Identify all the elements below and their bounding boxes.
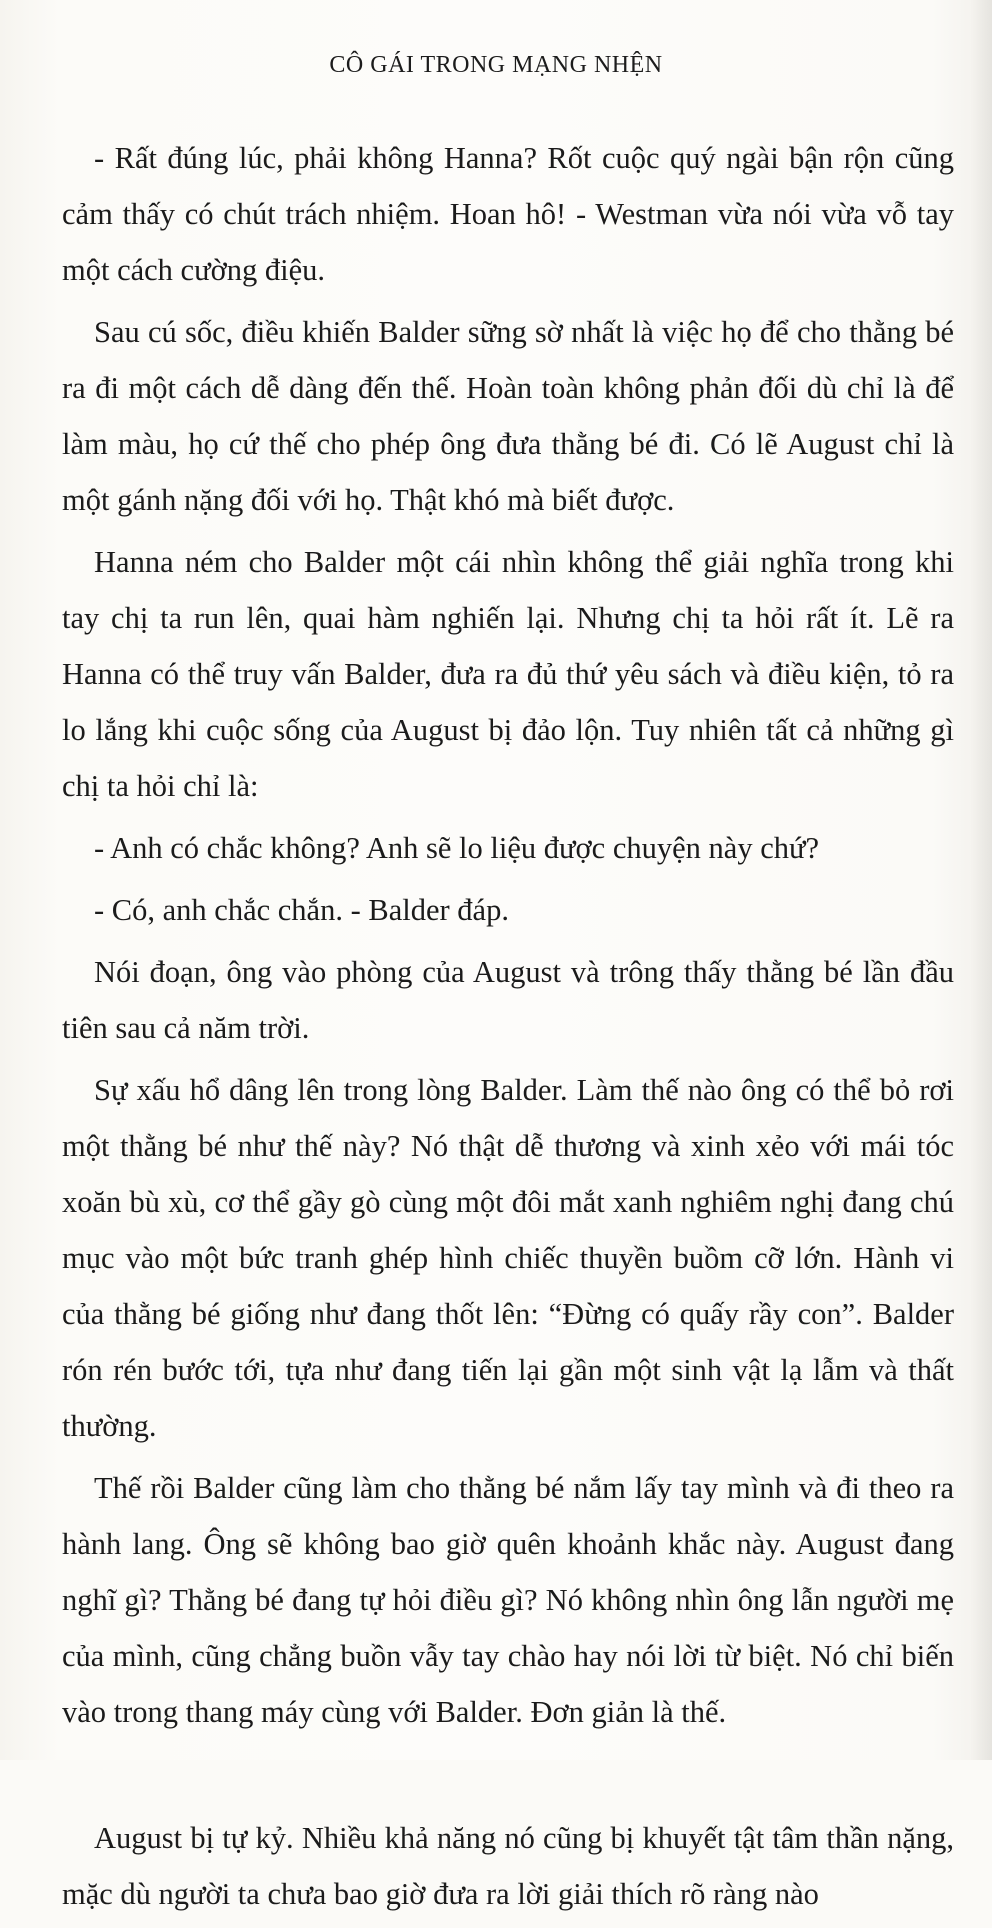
paragraph-hallway: Thế rồi Balder cũng làm cho thằng bé nắm lấy tay mình và đi theo ra hành lang. Ông sẽ không bao giờ quên khoảnh khắc này. August đang nghĩ gì? Thằng bé đang tự hỏi điều gì? Nó không nhìn ông lẫn người mẹ của mình, cũng chẳng buồn vẫy tay chào hay nói lời từ biệt. Nó chỉ biến vào trong thang máy cùng với Balder. Đơn giản là thế.	[62, 1471, 954, 1729]
paragraph-dialogue-westman: - Rất đúng lúc, phải không Hanna? Rốt cuộc quý ngài bận rộn cũng cảm thấy có chút trách nhiệm. Hoan hô! - Westman vừa nói vừa vỗ tay một cách cường điệu.	[62, 141, 954, 287]
paragraph-august-room: Nói đoạn, ông vào phòng của August và trông thấy thằng bé lần đầu tiên sau cả năm trời.	[62, 955, 954, 1045]
paragraph-dialogue-question: - Anh có chắc không? Anh sẽ lo liệu được chuyện này chứ?	[94, 831, 820, 865]
paragraph-shame: Sự xấu hổ dâng lên trong lòng Balder. Làm thế nào ông có thể bỏ rơi một thằng bé như thế này? Nó thật dễ thương và xinh xẻo với mái tóc xoăn bù xù, cơ thể gầy gò cùng một đôi mắt xanh nghiêm nghị đang chú mục vào một bức tranh ghép hình chiếc thuyền buồm cỡ lớn. Hành vi của thằng bé giống như đang thốt lên: “Đừng có quấy rầy con”. Balder rón rén bước tới, tựa như đang tiến lại gần một sinh vật lạ lẫm và thất thường.	[62, 1073, 954, 1443]
running-title: CÔ GÁI TRONG MẠNG NHỆN	[329, 52, 663, 78]
body-text	[62, 130, 954, 1928]
paragraph-hanna-look: Hanna ném cho Balder một cái nhìn không thể giải nghĩa trong khi tay chị ta run lên, quai hàm nghiến lại. Nhưng chị ta hỏi rất ít. Lẽ ra Hanna có thể truy vấn Balder, đưa ra đủ thứ yêu sách và điều kiện, tỏ ra lo lắng khi cuộc sống của August bị đảo lộn. Tuy nhiên tất cả những gì chị ta hỏi chỉ là:	[62, 545, 954, 803]
paragraph-shock: Sau cú sốc, điều khiến Balder sững sờ nhất là việc họ để cho thằng bé ra đi một cách dễ dàng đến thế. Hoàn toàn không phản đối dù chỉ là để làm màu, họ cứ thế cho phép ông đưa thằng bé đi. Có lẽ August chỉ là một gánh nặng đối với họ. Thật khó mà biết được.	[62, 315, 954, 517]
page-edge-shadow	[970, 0, 992, 1760]
paragraph-dialogue-answer: - Có, anh chắc chắn. - Balder đáp.	[94, 893, 509, 927]
paragraph-autism: August bị tự kỷ. Nhiều khả năng nó cũng bị khuyết tật tâm thần nặng, mặc dù người ta chưa bao giờ đưa ra lời giải thích rõ ràng nào	[62, 1821, 954, 1911]
